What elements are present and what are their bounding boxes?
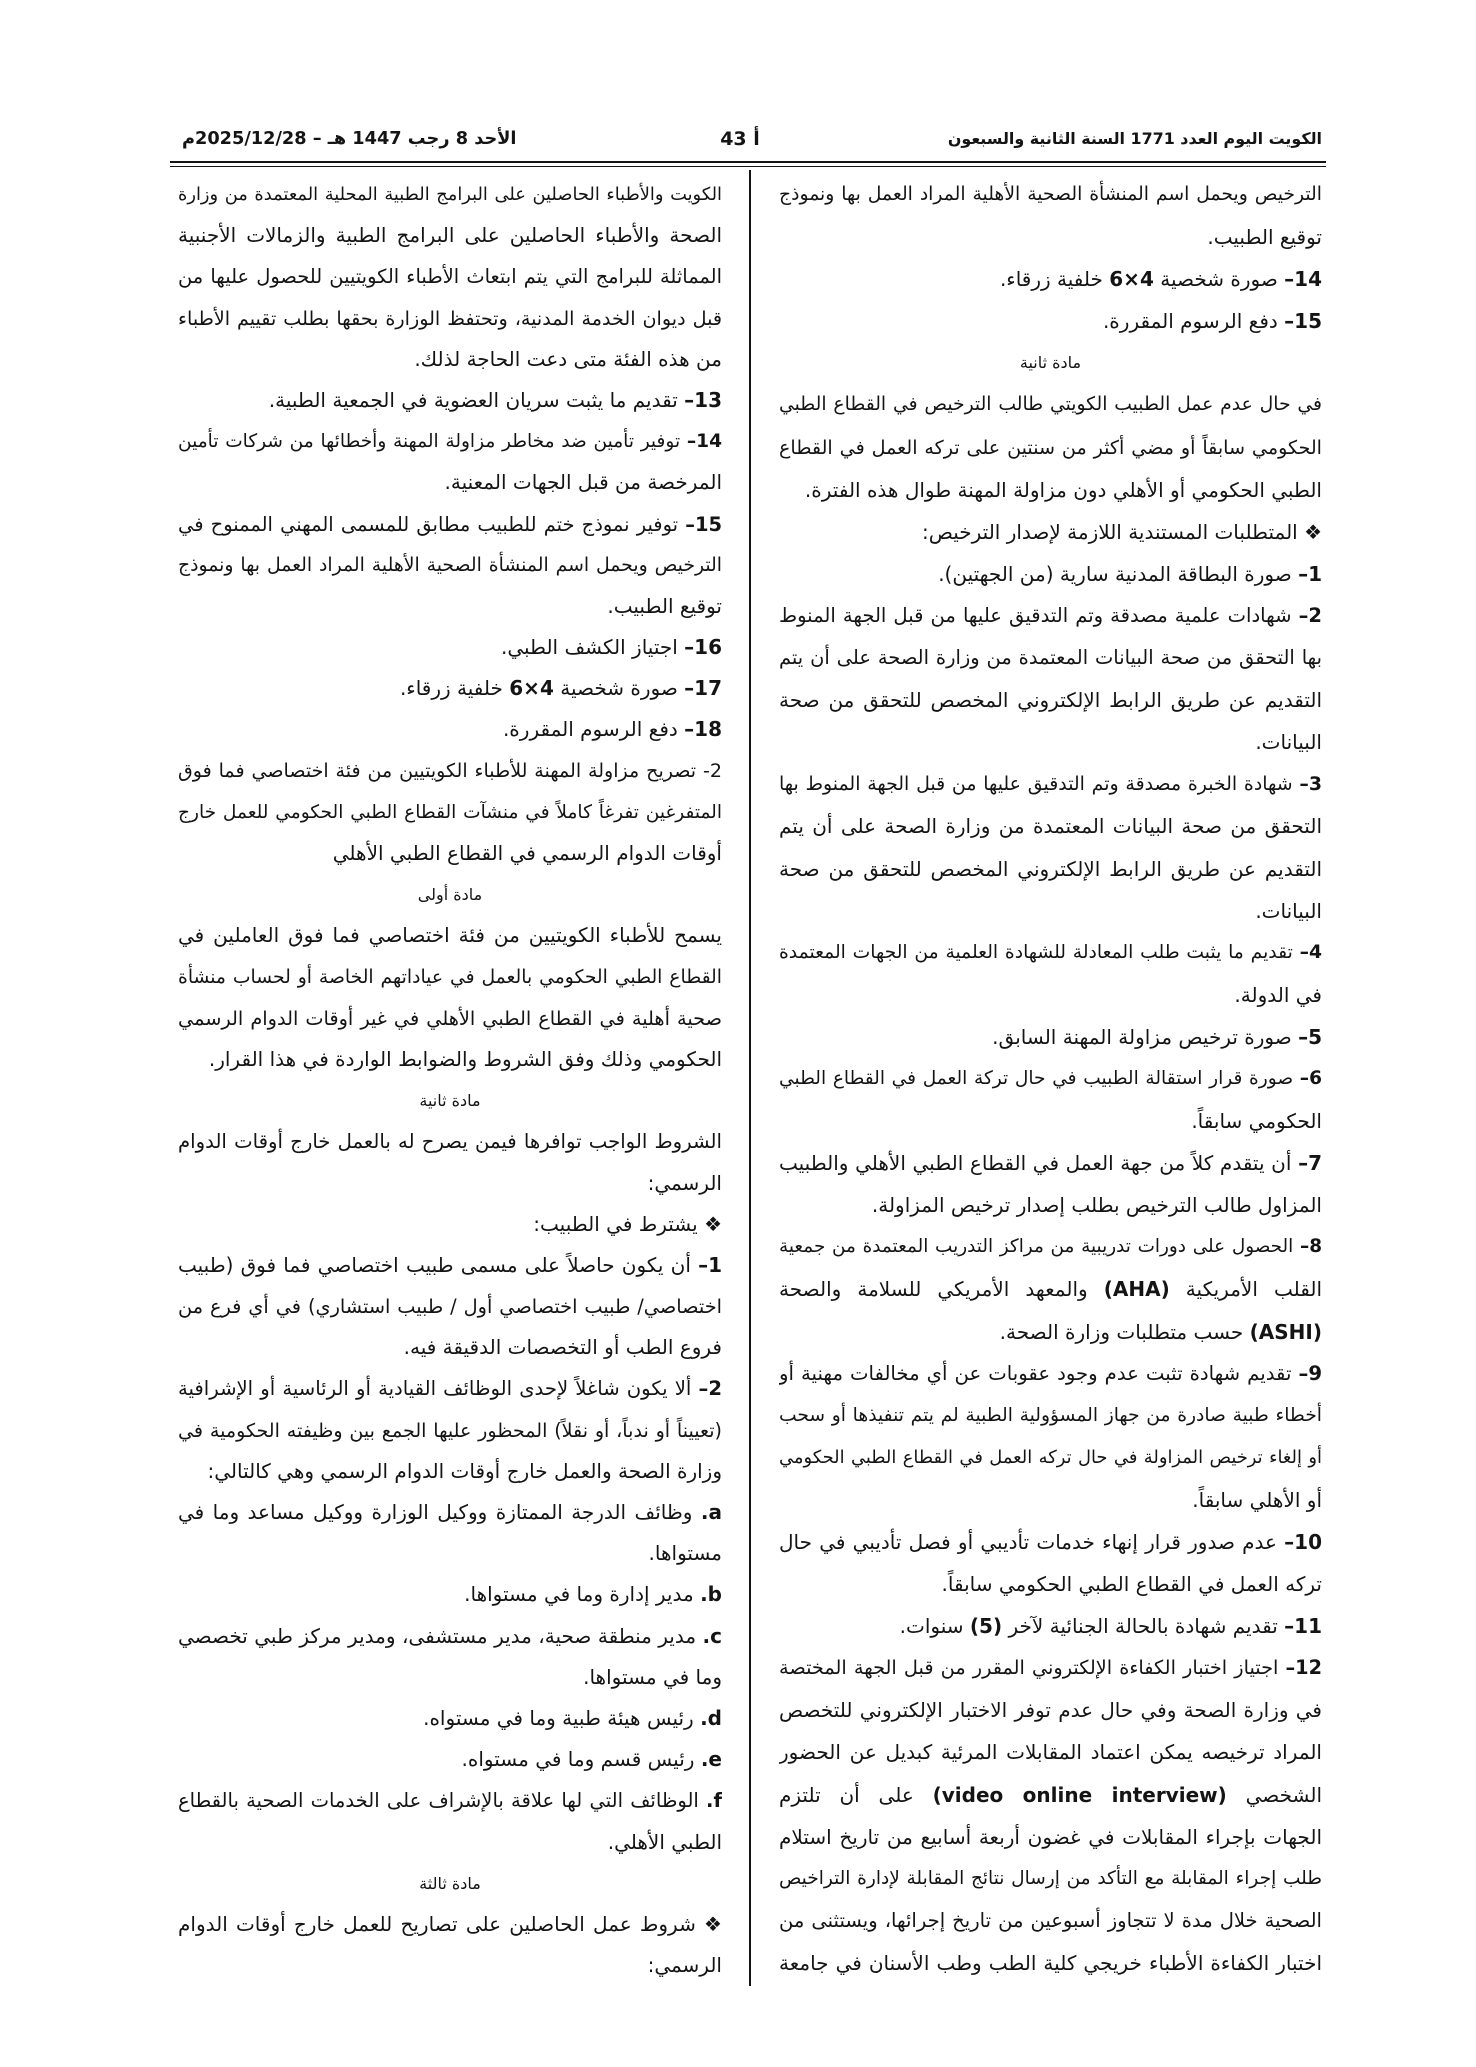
text-line: صحية أهلية في القطاع الطبي الأهلي في غير أوقات الدوام الرسمي [178,1006,722,1030]
item-number: 11– [1284,1614,1322,1639]
text-line: ❖ شروط عمل الحاصلين على تصاريح للعمل خارج أوقات الدوام [178,1911,722,1936]
text-line: c. مدير منطقة صحية، مدير مستشفى، ومدير مركز طبي تخصصي [178,1623,722,1648]
text-line: 6– صورة قرار استقالة الطبيب في حال تركة العمل في القطاع الطبي [779,1067,1322,1089]
item-number: d. [700,1705,722,1730]
item-number: 14– [686,431,722,453]
right-column [779,174,1322,1984]
list-item [178,751,722,875]
item-number: 13– [684,387,722,412]
list-item [779,763,1322,931]
text-line: 11– تقديم شهادة بالحالة الجنائية لآخر (5) سنوات. [899,1614,1322,1639]
text-line: التقديم عن طريق الرابط الإلكتروني المخصص للتحقق من صحة [779,856,1322,881]
paragraph [779,174,1322,258]
text-line: 2– ألا يكون شاغلاً لإحدى الوظائف القيادية أو الرئاسية أو الإشرافية [178,1377,722,1401]
list-item [178,1492,722,1574]
list-item [779,1226,1322,1352]
text-line: 10– عدم صدور قرار إنهاء خدمات تأديبي أو فصل تأديبي في حال [779,1530,1322,1554]
item-number: 5– [1298,1024,1322,1049]
text-line: 13– تقديم ما يثبت سريان العضوية في الجمعية الطبية. [268,387,722,412]
paragraph [178,1204,722,1245]
text-line: 17– صورة شخصية 4×6 خلفية زرقاء. [399,676,722,701]
text-line: في الدولة. [1234,982,1322,1007]
item-number: 17– [684,676,722,701]
text-line: بها التحقق من صحة البيانات المعتمدة من وزارة الصحة على أن يتم [779,646,1322,670]
item-number: 18– [684,717,722,742]
item-number: 12– [1285,1656,1322,1680]
text-line: a. وظائف الدرجة الممتازة ووكيل الوزارة ووكيل مساعد وما في [178,1500,722,1524]
item-number: 1– [1298,561,1322,586]
text-line: طلب إجراء المقابلة مع التأكد من إرسال نتائج المقابلة لإدارة التراخيص [779,1867,1322,1889]
item-number: f. [706,1789,722,1813]
list-item [779,1142,1322,1226]
text-line: الجهات بإجراء المقابلات في غضون أربعة أسابيع من تاريخ استلام [779,1824,1322,1849]
list-item [779,258,1322,300]
text-line: 14– توفير تأمين ضد مخاطر مزاولة المهنة وأخطائها من شركات تأمين [178,431,722,453]
item-number: 4– [1299,941,1322,963]
left-column [178,174,722,1986]
text-line: الحكومي سابقاً أو مضي أكثر من سنتين على تركه العمل في القطاع [779,435,1322,459]
list-item [779,1058,1322,1142]
text-line: (تعييناً أو ندباً، أو نقلاً) المحظور عليها الجمع بين وظيفته الحكومية في [178,1418,722,1442]
item-number: 10– [1284,1530,1322,1554]
text-line: وزارة الصحة والعمل خارج أوقات الدوام الرسمي وهي كالتالي: [207,1458,722,1483]
header-rule [170,161,1326,163]
text-line: المتفرغين تفرغاً كاملاً في منشآت القطاع الطبي الحكومي للعمل خارج [178,801,722,823]
item-number: a. [700,1500,722,1524]
text-line: ❖ يشترط في الطبيب: [533,1211,722,1236]
list-item [178,1574,722,1615]
text-line: d. رئيس هيئة طبية وما في مستواه. [423,1705,722,1730]
list-item [779,932,1322,1016]
text-line: توقيع الطبيب. [607,593,722,618]
text-line: أو إلغاء ترخيص المزاولة في حال تركه العمل في القطاع الطبي الحكومي [779,1446,1322,1468]
text-line: من هذه الفئة متى دعت الحاجة لذلك. [414,346,722,371]
text-line: e. رئيس قسم وما في مستواه. [461,1747,722,1772]
text-line: في وزارة الصحة وفي حال عدم توفر الاختبار الإلكتروني للتخصص [779,1698,1322,1723]
list-item [779,595,1322,763]
text-line: أوقات الدوام الرسمي في القطاع الطبي الأهلي [332,841,722,865]
list-item [178,1616,722,1698]
text-line: البيانات. [1255,730,1322,755]
list-item [178,668,722,709]
text-line: المزاول طالب الترخيص بطلب إصدار ترخيص المزاولة. [871,1193,1322,1218]
paragraph [779,384,1322,510]
list-item [178,380,722,421]
text-line: القلب الأمريكية (AHA) والمعهد الأمريكي للسلامة والصحة [779,1277,1322,1302]
paragraph [178,1904,722,1986]
text-line: 3– شهادة الخبرة مصدقة وتم التدقيق عليها من قبل الجهة المنوط بها [779,773,1322,796]
item-number: 2– [698,1377,722,1401]
text-line: البيانات. [1255,898,1322,923]
text-line: يسمح للأطباء الكويتيين من فئة اختصاصي فما فوق العاملين في [178,923,722,948]
item-number: e. [700,1747,722,1772]
list-item [178,627,722,668]
text-line: (ASHI) حسب متطلبات وزارة الصحة. [999,1319,1322,1344]
text-line: f. الوظائف التي لها علاقة بالإشراف على الخدمات الصحية بالقطاع [178,1789,722,1813]
item-number: 6– [1299,1067,1322,1089]
list-item [779,1016,1322,1058]
item-number: 1– [698,1252,722,1277]
section-heading [178,874,722,915]
text-line: 2– شهادات علمية مصدقة وتم التدقيق عليها من قبل الجهة المنوط [779,603,1322,627]
text-line: 2- تصريح مزاولة المهنة للأطباء الكويتيين من فئة اختصاصي فما فوق [178,759,722,782]
header-rule-thin [170,166,1326,167]
text-line: 16– اجتياز الكشف الطبي. [500,635,722,660]
list-item [779,1605,1322,1647]
list-item [178,504,722,628]
list-item [779,553,1322,595]
text-line: المماثلة للبرامج التي يتم ابتعاث الأطباء الكويتيين للحصول عليها من [178,265,722,289]
text-line: القطاع الطبي الحكومي بالعمل في عياداتهم الخاصة أو لحساب منشأة [178,966,722,988]
heading-text: مادة أولى [417,885,483,905]
text-line: الصحة والأطباء الحاصلين على البرامج الطبية والزمالات الأجنبية [178,223,722,248]
heading-text: مادة ثانية [419,1091,481,1111]
text-line: الشروط الواجب توافرها فيمن يصرح له بالعمل خارج أوقات الدوام [178,1130,722,1154]
paragraph [779,511,1322,553]
item-number: 9– [1298,1361,1322,1385]
list-item [178,709,722,750]
text-line: 15– دفع الرسوم المقررة. [1102,309,1322,334]
text-line: الطبي الأهلي. [607,1829,722,1854]
list-item [178,1780,722,1862]
text-line: التحقق من صحة البيانات المعتمدة من وزارة الصحة على أن يتم [779,814,1322,839]
heading-text: مادة ثالثة [419,1873,481,1893]
paragraph [178,174,722,380]
list-item [779,1647,1322,1984]
text-line: 9– تقديم شهادة تثبت عدم وجود عقوبات عن أي مخالفات مهنية أو [779,1361,1322,1385]
item-number: c. [702,1623,722,1648]
item-number: 16– [684,635,722,660]
item-number: 7– [1298,1151,1322,1176]
text-line: 5– صورة ترخيص مزاولة المهنة السابق. [992,1024,1322,1049]
list-item [178,1245,722,1369]
text-line: في حال عدم عمل الطبيب الكويتي طالب الترخيص في القطاع الطبي [779,394,1322,416]
item-number: 2- [703,759,722,782]
text-line: الرسمي: [647,1953,722,1978]
text-line: قبل ديوان الخدمة المدنية، وتحتفظ الوزارة بحقها بطلب تقييم الأطباء [178,306,722,330]
text-line: 1– أن يكون حاصلاً على مسمى طبيب اختصاصي فما فوق (طبيب [178,1252,722,1277]
text-line: الشخصي (video online interview) على أن تلتزم [779,1782,1322,1807]
text-line: الترخيص ويحمل اسم المنشأة الصحية الأهلية المراد العمل بها ونموذج [779,184,1322,205]
text-line: الرسمي: [647,1170,722,1195]
text-line: توقيع الطبيب. [1207,225,1322,250]
text-line: الترخيص ويحمل اسم المنشأة الصحية الأهلية المراد العمل بها ونموذج [178,554,722,576]
text-line: ❖ المتطلبات المستندية اللازمة لإصدار الترخيص: [922,519,1322,544]
gazette-issue-info: الكويت اليوم العدد 1771 السنة الثانية والسبعون [947,129,1322,148]
text-line: b. مدير إدارة وما في مستواها. [464,1582,722,1607]
text-line: أو الأهلي سابقاً. [1192,1487,1322,1512]
text-line: الصحية خلال مدة لا تتجاوز أسبوعين من تاريخ إجرائها، ويستثنى من [779,1908,1322,1932]
text-line: أخطاء طبية صادرة من جهاز المسؤولية الطبية لم يتم تنفيذها أو سحب [779,1404,1322,1426]
text-line: 14– صورة شخصية 4×6 خلفية زرقاء. [999,267,1322,292]
issue-date: الأحد 8 رجب 1447 هـ – 2025/12/28م [182,129,517,149]
text-line: 1– صورة البطاقة المدنية سارية (من الجهتين). [938,561,1322,586]
text-line: 7– أن يتقدم كلاً من جهة العمل في القطاع الطبي الأهلي والطبيب [779,1151,1322,1176]
section-heading [178,1080,722,1121]
text-line: 12– اجتياز اختبار الكفاءة الإلكتروني المقرر من قبل الجهة المختصة [779,1656,1322,1680]
text-line: فروع الطب أو التخصصات الدقيقة فيه. [403,1335,722,1360]
text-line: مستواها. [648,1541,722,1566]
text-line: تركه العمل في القطاع الطبي الحكومي سابقاً. [941,1572,1322,1597]
item-number: 14– [1284,267,1322,292]
text-line: اختصاصي/ طبيب اختصاصي أول / طبيب استشاري) في أي فرع من [178,1295,722,1319]
section-heading [779,342,1322,384]
text-line: المرخصة من قبل الجهات المعنية. [444,470,722,495]
item-number: 3– [1299,773,1322,796]
list-item [779,1521,1322,1605]
heading-text: مادة ثانية [1019,353,1082,373]
text-line: الكويت والأطباء الحاصلين على البرامج الطبية المحلية المعتمدة من وزارة [178,184,722,205]
text-line: اختبار الكفاءة الأطباء خريجي كلية الطب وطب الأسنان في جامعة [779,1950,1322,1975]
page-number: أ 43 [720,128,760,150]
text-line: 8– الحصول على دورات تدريبية من مراكز التدريب المعتمدة من جمعية [779,1236,1322,1258]
list-item [178,1739,722,1780]
section-heading [178,1863,722,1904]
item-number: 15– [1284,309,1322,334]
text-line: التقديم عن طريق الرابط الإلكتروني المخصص للتحقق من صحة [779,688,1322,713]
list-item [178,1368,722,1492]
list-item [178,421,722,503]
text-line: 4– تقديم ما يثبت طلب المعادلة للشهادة العلمية من الجهات المعتمدة [779,941,1322,963]
paragraph [178,1121,722,1203]
list-item [779,300,1322,342]
text-line: الحكومي وذلك وفق الشروط والضوابط الواردة في هذا القرار. [208,1046,722,1071]
list-item [779,1353,1322,1521]
text-line: الطبي الحكومي أو الأهلي دون مزاولة المهنة طوال هذه الفترة. [804,477,1322,502]
text-line: وما في مستواها. [583,1664,722,1689]
text-line: 18– دفع الرسوم المقررة. [502,717,722,742]
item-number: 2– [1298,603,1322,627]
column-divider [749,170,751,1986]
text-line: المراد ترخيصه يمكن اعتماد المقابلات المرئية كبديل عن الحضور [779,1740,1322,1765]
item-number: b. [700,1582,722,1607]
list-item [178,1698,722,1739]
paragraph [178,915,722,1080]
item-number: 8– [1299,1236,1322,1258]
text-line: الحكومي سابقاً. [1191,1109,1322,1134]
item-number: 15– [685,512,722,536]
text-line: 15– توفير نموذج ختم للطبيب مطابق للمسمى المهني الممنوح في [178,512,722,536]
